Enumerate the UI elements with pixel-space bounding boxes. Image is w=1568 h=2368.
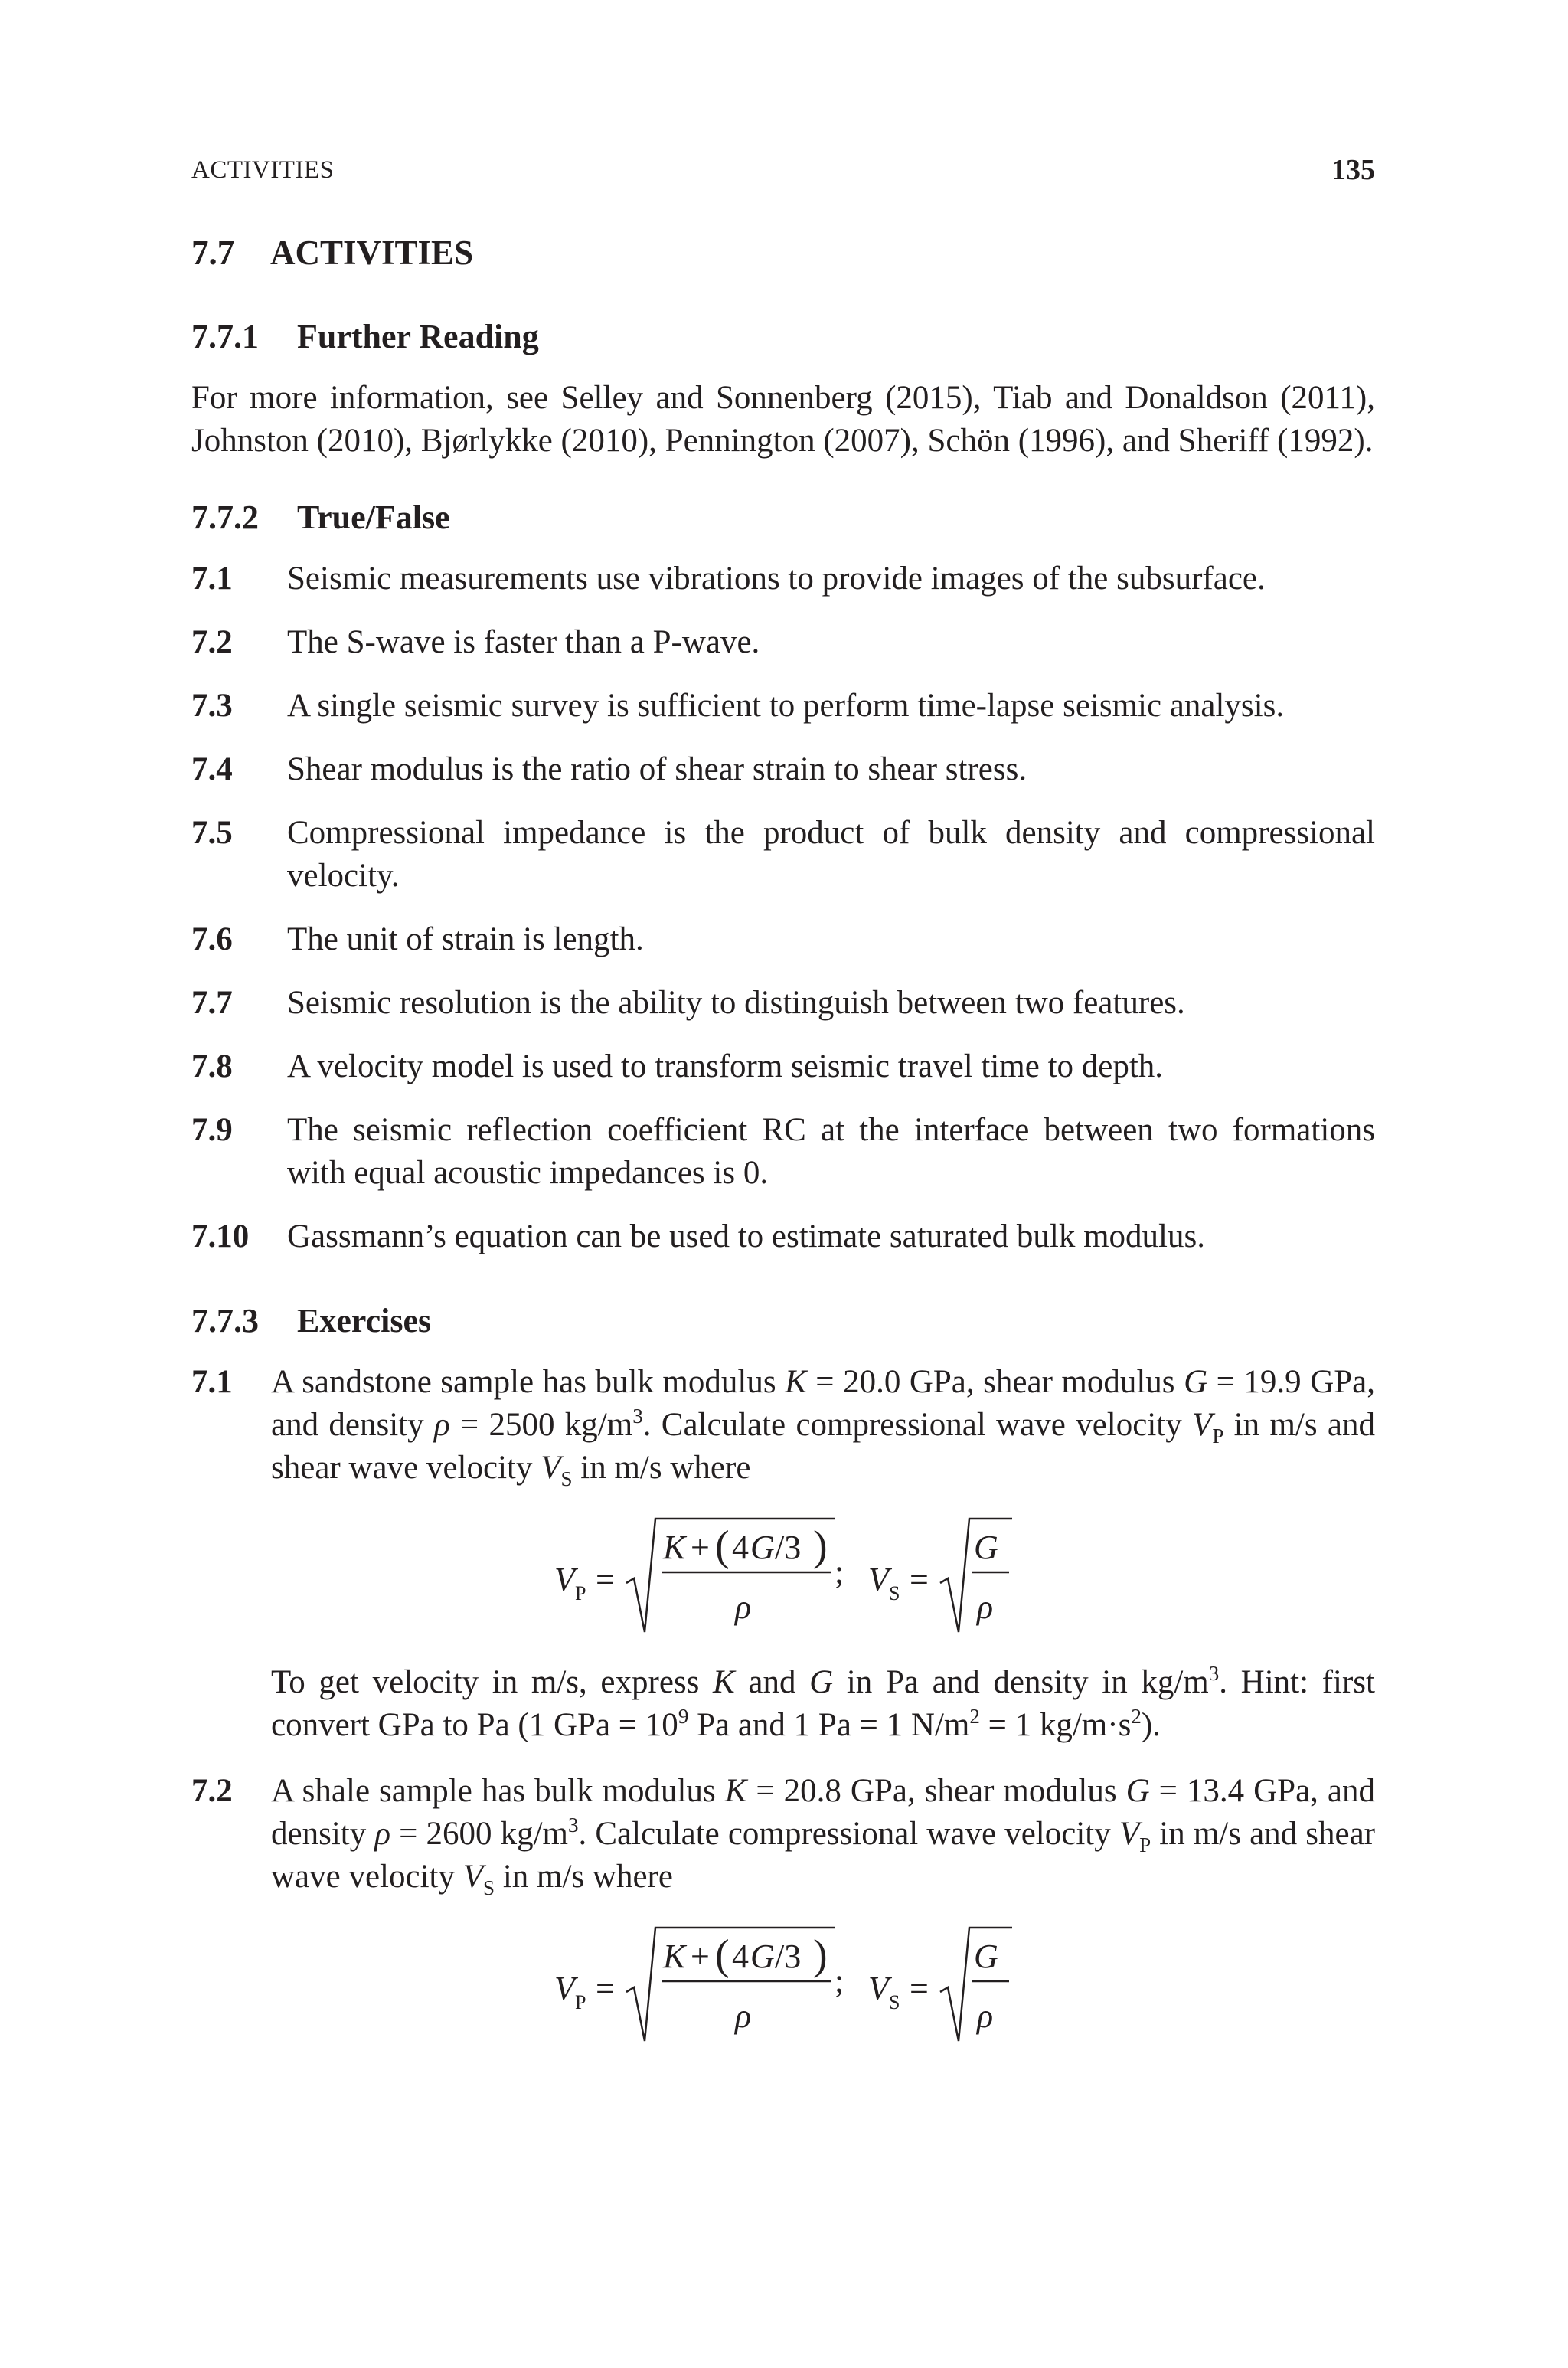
eq-v: V: [868, 1561, 889, 1598]
page-number: 135: [1331, 154, 1375, 186]
item-number: 7.10: [191, 1218, 250, 1254]
running-head-title: ACTIVITIES: [191, 156, 335, 184]
subsection-title: Exercises: [297, 1302, 432, 1339]
eq-v: V: [554, 1561, 575, 1598]
text-run: = 2500 kg/m: [449, 1407, 633, 1443]
text-run: . Calculate compressional wave velocity: [642, 1407, 1193, 1443]
text-run: . Hint: first convert GPa to Pa (1 GPa = 10: [271, 1664, 1375, 1743]
exercise-number: 7.1: [191, 1364, 233, 1400]
item-number: 7.6: [191, 921, 233, 957]
superscript: 3: [568, 1814, 579, 1837]
eq-k: K: [663, 1529, 686, 1566]
text-run: . Calculate compressional wave velocity: [578, 1816, 1119, 1852]
eq-paren-close: ): [813, 1931, 828, 1979]
text-run: in m/s and shear wave velocity: [271, 1407, 1375, 1486]
superscript: 3: [1208, 1662, 1220, 1685]
superscript: 2: [969, 1705, 980, 1728]
eq-over3: /3: [775, 1938, 802, 1975]
item-number: 7.9: [191, 1112, 233, 1148]
superscript: 3: [632, 1405, 643, 1428]
eq-sub-s: S: [889, 1991, 900, 2013]
list-item: [191, 1109, 1375, 1195]
superscript: 2: [1131, 1705, 1142, 1728]
eq-rho: ρ: [977, 1997, 994, 2035]
subscript: S: [560, 1467, 573, 1490]
item-number: 7.1: [191, 561, 233, 597]
sqrt-sign: [626, 1928, 835, 2041]
list-item: [191, 621, 1375, 664]
list-item: [191, 685, 1375, 728]
item-text: Compressional impedance is the product of bulk density and compressional velocity.: [287, 815, 1375, 894]
eq-equals: =: [596, 1561, 615, 1598]
list-item: [191, 1045, 1375, 1088]
text-run: To get velocity in m/s, express: [271, 1664, 714, 1700]
list-item: [191, 558, 1375, 600]
eq-sub-p: P: [575, 1582, 586, 1604]
text-run: = 1 kg/m·s: [979, 1707, 1132, 1743]
equation-graphic: [554, 1922, 1029, 2052]
exercise-item: [191, 1770, 1375, 2070]
text-run: A sandstone sample has bulk modulus: [271, 1364, 786, 1400]
subsection-title: Further Reading: [297, 318, 539, 355]
item-number: 7.8: [191, 1048, 233, 1084]
list-item: [191, 982, 1375, 1025]
exercise-item: [191, 1361, 1375, 1747]
eq-v: V: [554, 1970, 575, 2007]
eq-equals: =: [596, 1970, 615, 2007]
eq-plus: +: [691, 1938, 710, 1975]
velocity-equation: [271, 1513, 1375, 1643]
text-run: A shale sample has bulk modulus: [271, 1773, 725, 1809]
exercises-heading: [191, 1300, 1375, 1343]
symbol-v: V: [541, 1450, 561, 1486]
item-text: Seismic resolution is the ability to distinguish between two features.: [287, 985, 1185, 1021]
text-run: = 13.4 GPa, and density: [271, 1773, 1376, 1852]
item-number: 7.7: [191, 985, 233, 1021]
list-item: [191, 748, 1375, 791]
symbol-k: K: [724, 1773, 747, 1809]
eq-sub-p: P: [575, 1991, 586, 2013]
item-text: The unit of strain is length.: [287, 921, 644, 957]
section-heading: [191, 231, 1375, 274]
symbol-rho: ρ: [374, 1816, 390, 1852]
subsection-number: 7.7.3: [191, 1302, 259, 1339]
text-run: and: [734, 1664, 810, 1700]
subscript: P: [1139, 1833, 1152, 1856]
subsection-number: 7.7.2: [191, 499, 259, 536]
eq-equals: =: [910, 1561, 929, 1598]
symbol-g: G: [1184, 1364, 1208, 1400]
eq-plus: +: [691, 1529, 710, 1566]
item-text: Gassmann’s equation can be used to estimate saturated bulk modulus.: [287, 1218, 1205, 1254]
item-text: Seismic measurements use vibrations to provide images of the subsurface.: [287, 561, 1266, 597]
text-run: = 20.0 GPa, shear modulus: [806, 1364, 1184, 1400]
eq-semicolon: ;: [835, 1553, 844, 1591]
eq-g: G: [750, 1938, 775, 1975]
exercise-text: [271, 1361, 1375, 1490]
section-number: 7.7: [191, 234, 235, 272]
subscript: S: [483, 1876, 495, 1899]
equation-graphic: [554, 1513, 1029, 1643]
list-item: [191, 918, 1375, 961]
text-run: = 19.9 GPa, and density: [271, 1364, 1375, 1443]
text-run: Pa and 1 Pa = 1 N/m: [688, 1707, 970, 1743]
item-text: The seismic reflection coefficient RC at the interface between two formations with equal acoustic impedances is 0.: [287, 1112, 1375, 1191]
subsection-title: True/False: [297, 499, 450, 536]
list-item: [191, 1215, 1375, 1258]
further-reading-paragraph: For more information, see Selley and Sonnenberg (2015), Tiab and Donaldson (2011), Johnston (2010), Bjørlykke (2010), Pennington (2007), Schön (1996), and Sheriff (1992).: [191, 380, 1375, 459]
eq-v: V: [868, 1970, 889, 2007]
text-run: in Pa and density in kg/m: [833, 1664, 1209, 1700]
symbol-v: V: [1192, 1407, 1213, 1443]
item-number: 7.3: [191, 688, 233, 724]
velocity-equation: [271, 1922, 1375, 2052]
text-run: in m/s where: [495, 1859, 673, 1895]
text-run: in m/s and shear wave velocity: [271, 1816, 1376, 1895]
page-content: [191, 231, 1375, 2093]
further-reading-heading: [191, 316, 1375, 358]
text-run: ).: [1141, 1707, 1161, 1743]
exercise-body: [271, 1770, 1375, 2070]
exercise-hint: [271, 1661, 1375, 1747]
item-number: 7.4: [191, 751, 233, 787]
sqrt-sign: [626, 1519, 835, 1632]
item-number: 7.2: [191, 624, 233, 660]
exercise-number: 7.2: [191, 1773, 233, 1809]
list-item: [191, 812, 1375, 898]
eq-k: K: [663, 1938, 686, 1975]
item-text: The S-wave is faster than a P-wave.: [287, 624, 760, 660]
eq-semicolon: ;: [835, 1962, 844, 2000]
text-run: = 2600 kg/m: [390, 1816, 568, 1852]
exercise-text: [271, 1770, 1375, 1899]
section-title: ACTIVITIES: [270, 234, 474, 272]
eq-equals: =: [910, 1970, 929, 2007]
eq-g: G: [750, 1529, 775, 1566]
item-text: A velocity model is used to transform seismic travel time to depth.: [287, 1048, 1164, 1084]
subsection-number: 7.7.1: [191, 318, 259, 355]
item-text: Shear modulus is the ratio of shear strain to shear stress.: [287, 751, 1027, 787]
eq-rho: ρ: [735, 1997, 752, 2035]
eq-paren-open: (: [715, 1523, 730, 1570]
text-run: = 20.8 GPa, shear modulus: [746, 1773, 1126, 1809]
eq-four: 4: [732, 1529, 749, 1566]
subscript: P: [1212, 1424, 1224, 1447]
symbol-g: G: [1125, 1773, 1150, 1809]
symbol-g: G: [809, 1664, 834, 1700]
item-text: A single seismic survey is sufficient to perform time-lapse seismic analysis.: [287, 688, 1285, 724]
eq-sub-s: S: [889, 1582, 900, 1604]
eq-rho: ρ: [735, 1588, 752, 1626]
true-false-heading: [191, 496, 1375, 539]
symbol-rho: ρ: [433, 1407, 450, 1443]
true-false-list: [191, 558, 1375, 1258]
item-number: 7.5: [191, 815, 233, 851]
symbol-v: V: [1119, 1816, 1140, 1852]
eq-g: G: [974, 1938, 998, 1975]
eq-g: G: [974, 1529, 998, 1566]
eq-paren-open: (: [715, 1931, 730, 1979]
eq-paren-close: ): [813, 1523, 828, 1570]
eq-over3: /3: [775, 1529, 802, 1566]
symbol-v: V: [462, 1859, 484, 1895]
symbol-k: K: [785, 1364, 807, 1400]
symbol-k: K: [713, 1664, 735, 1700]
superscript: 9: [678, 1705, 689, 1728]
exercise-body: [271, 1361, 1375, 1747]
eq-four: 4: [732, 1938, 749, 1975]
text-run: in m/s where: [572, 1450, 751, 1486]
eq-rho: ρ: [977, 1588, 994, 1626]
